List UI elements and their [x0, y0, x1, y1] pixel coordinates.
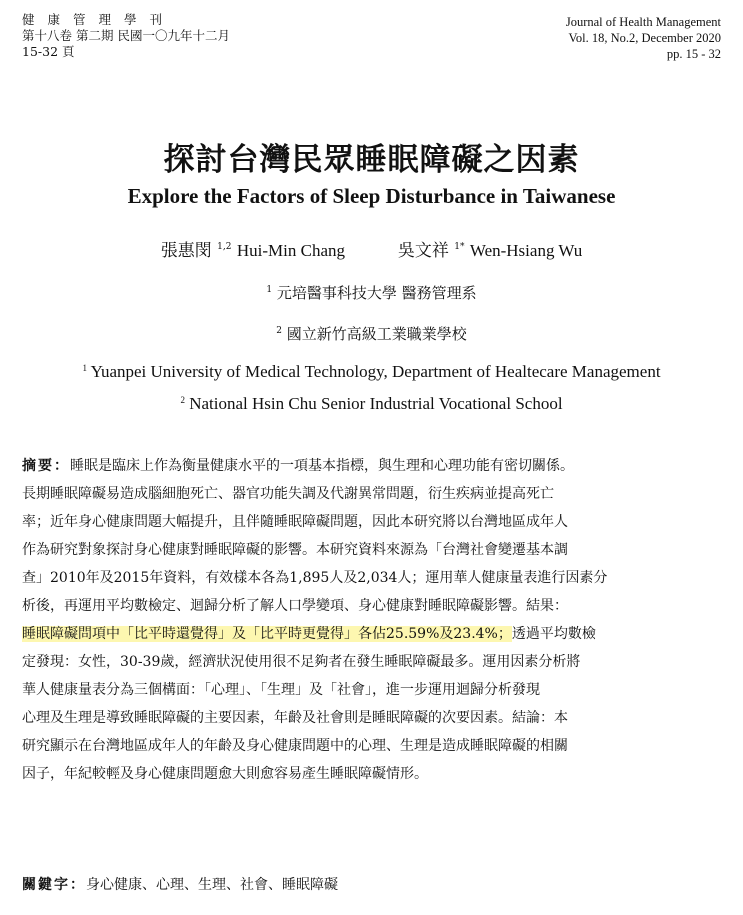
affiliation-text: 元培醫事科技大學 醫務管理系	[276, 284, 477, 302]
abstract-line: 率；近年身心健康問題大幅提升，且伴隨睡眠障礙問題，因此本研究將以台灣地區成年人	[22, 514, 568, 530]
issue-info-en: Vol. 18, No.2, December 2020	[568, 31, 721, 45]
author-name-en: Wen-Hsiang Wu	[469, 241, 583, 260]
pages-zh: 15-32 頁	[22, 44, 75, 59]
abstract-line: 長期睡眠障礙易造成腦細胞死亡、器官功能失調及代謝異常問題，衍生疾病並提高死亡	[22, 486, 554, 502]
affiliation-number: 1	[266, 285, 273, 295]
affiliation-en-2	[0, 394, 743, 414]
journal-name-en: Journal of Health Management	[565, 15, 721, 29]
abstract-line: 摘要：睡眠是臨床上作為衡量健康水平的一項基本指標，與生理和心理功能有密切關係。	[22, 458, 574, 474]
abstract	[22, 452, 722, 788]
author-superscript: 1,2	[217, 242, 232, 252]
author-name-zh: 張惠閔	[160, 241, 212, 261]
author-line	[0, 236, 743, 261]
abstract-line: 定發現：女性，30-39歲，經濟狀況使用很不足夠者在發生睡眠障礙最多。運用因素分析將	[22, 654, 581, 670]
author-name-zh: 吳文祥	[397, 241, 449, 261]
paper-title-zh: 探討台灣民眾睡眠障礙之因素	[163, 142, 580, 178]
abstract-line: 因子，年紀較輕及身心健康問題愈大則愈容易產生睡眠障礙情形。	[22, 766, 428, 782]
author-name-en: Hui-Min Chang	[236, 241, 346, 260]
journal-header-zh	[22, 12, 230, 60]
pages-en: pp. 15 - 32	[666, 47, 721, 61]
abstract-line: 作為研究對象探討身心健康對睡眠障礙的影響。本研究資料來源為「台灣社會變遷基本調	[22, 542, 568, 558]
affiliation-text: 國立新竹高級工業職業學校	[286, 325, 467, 343]
affiliation-en-1	[0, 362, 743, 382]
abstract-line: 研究顯示在台灣地區成年人的年齡及身心健康問題中的心理、生理是造成睡眠障礙的相關	[22, 738, 568, 754]
journal-header-en	[566, 14, 721, 62]
affiliation-number: 2	[276, 326, 282, 336]
keywords-label: 關鍵字：	[22, 877, 86, 893]
author-1	[161, 241, 351, 261]
journal-name-zh: 健康管理學刊	[22, 12, 176, 27]
abstract-line: 查」2010年及2015年資料，有效樣本各為1,895人及2,034人；運用華人健康量表進行因素分	[22, 570, 608, 586]
abstract-line: 心理及生理是導致睡眠障礙的主要因素，年齡及社會則是睡眠障礙的次要因素。結論：本	[22, 710, 568, 726]
affiliation-number: 1	[82, 363, 87, 373]
affiliation-number: 2	[180, 395, 185, 405]
affiliation-text: National Hsin Chu Senior Industrial Vocational School	[189, 394, 563, 413]
author-superscript: 1*	[454, 242, 465, 252]
abstract-line: 華人健康量表分為三個構面：「心理」、「生理」及「社會」，進一步運用迴歸分析發現	[22, 682, 540, 698]
affiliation-text: Yuanpei University of Medical Technology, Department of Healtecare Management	[90, 362, 661, 381]
keywords	[22, 871, 338, 899]
abstract-line: 睡眠障礙問項中「比平時還覺得」及「比平時更覺得」各佔25.59%及23.4%；透過平均數檢	[22, 626, 596, 642]
issue-info-zh: 第十八卷 第二期 民國一〇九年十二月	[22, 28, 230, 43]
highlighted-result: 睡眠障礙問項中「比平時還覺得」及「比平時更覺得」各佔25.59%及23.4%；	[22, 626, 512, 642]
paper-title-en: Explore the Factors of Sleep Disturbance in Taiwanese	[127, 184, 616, 208]
affiliation-zh-1	[0, 282, 743, 303]
abstract-label: 摘要：	[22, 458, 70, 474]
affiliation-zh-2	[0, 323, 743, 344]
keywords-text: 身心健康、心理、生理、社會、睡眠障礙	[86, 877, 338, 893]
author-2	[398, 241, 582, 261]
abstract-line: 析後，再運用平均數檢定、迴歸分析了解人口學變項、身心健康對睡眠障礙影響。結果：	[22, 598, 568, 614]
